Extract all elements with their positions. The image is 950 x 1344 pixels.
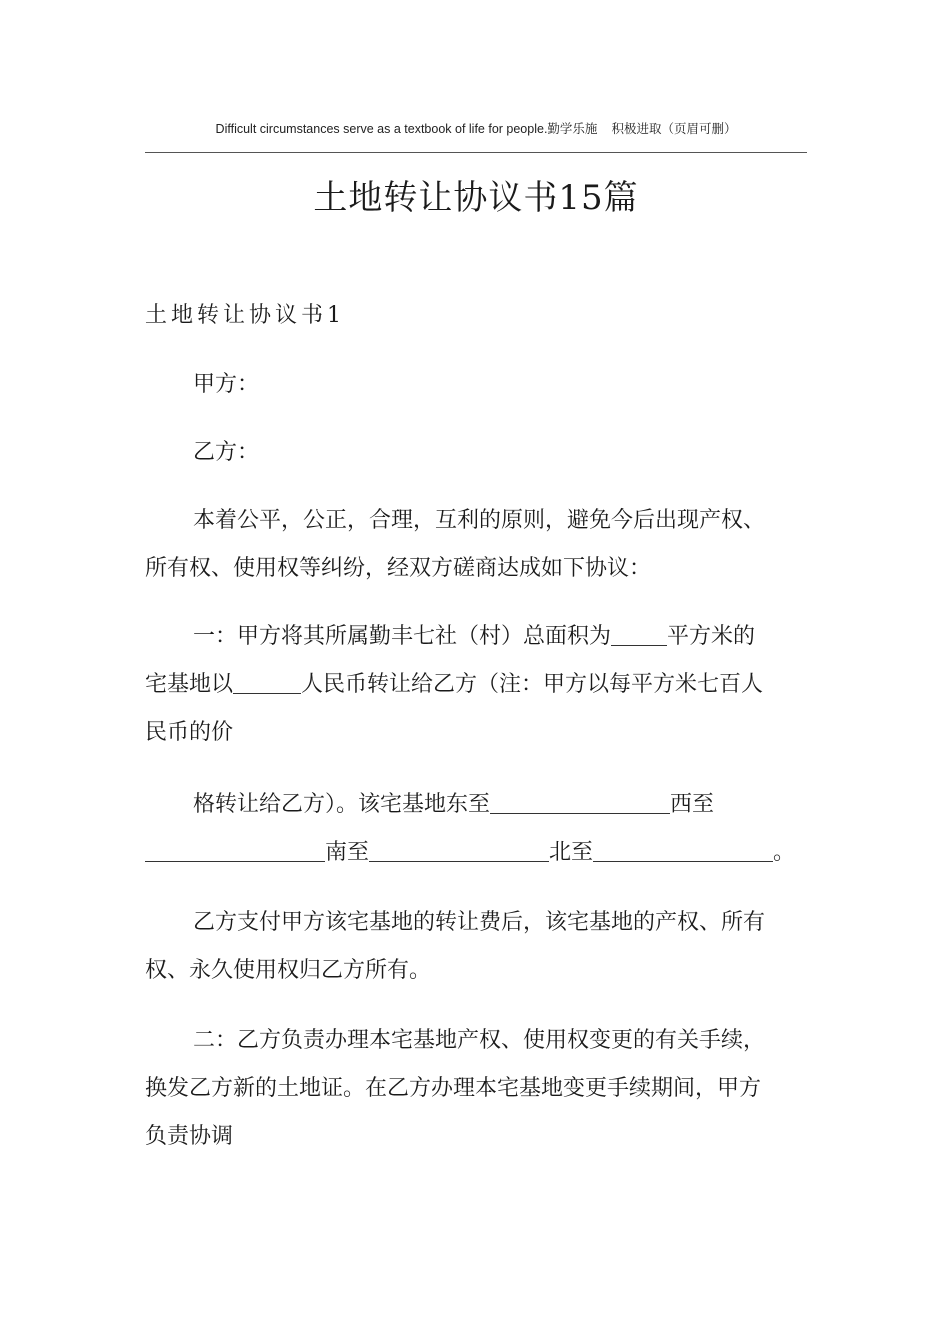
intro-line-2: 所有权、使用权等纠纷，经双方磋商达成如下协议： <box>145 556 652 581</box>
east-boundary-blank <box>490 791 670 814</box>
north-boundary-blank <box>593 839 773 862</box>
clause-1-text-b: 平方米的 <box>667 624 756 649</box>
header-divider <box>145 152 807 153</box>
clause-2-paragraph <box>145 1017 807 1161</box>
header-text-cn-2: 积极进取（页眉可删） <box>611 122 737 136</box>
header-text-cn-1: 勤学乐施 <box>547 122 598 136</box>
clause-1-text-j: 。 <box>773 840 796 865</box>
clause-1-text-c: 宅基地以 <box>145 672 234 697</box>
clause-1-line-2 <box>145 661 807 709</box>
clause-1-line-3: 民币的价 <box>145 720 234 745</box>
boundary-paragraph <box>145 781 807 877</box>
west-boundary-blank <box>145 839 325 862</box>
south-boundary-blank <box>369 839 549 862</box>
party-a-line: 甲方： <box>193 372 260 397</box>
page-header <box>145 120 807 138</box>
transfer-paragraph <box>145 899 807 995</box>
transfer-line-1: 乙方支付甲方该宅基地的转让费后，该宅基地的产权、所有 <box>193 910 766 935</box>
boundary-line-1 <box>145 781 807 829</box>
area-blank <box>611 623 667 646</box>
transfer-line-2: 权、永久使用权归乙方所有。 <box>145 958 432 983</box>
party-b-line: 乙方： <box>193 440 260 465</box>
clause-1-paragraph <box>145 613 807 757</box>
clause-1-text-a: 一：甲方将其所属勤丰七社（村）总面积为 <box>193 624 612 649</box>
header-text-en: Difficult circumstances serve as a textbook of life for people. <box>215 122 548 136</box>
clause-1-text-g: 西至 <box>670 792 715 817</box>
boundary-line-2 <box>145 829 807 877</box>
price-blank <box>233 671 301 694</box>
clause-2-line-3: 负责协调 <box>145 1124 234 1149</box>
clause-1-text-d: 人民币转让给乙方（注：甲方以每平方米七百人 <box>301 672 764 697</box>
intro-paragraph <box>145 497 807 593</box>
document-title: 土地转让协议书15篇 <box>313 178 639 218</box>
intro-line-1: 本着公平，公正，合理，互利的原则，避免今后出现产权、 <box>193 508 766 533</box>
clause-1-line-1 <box>145 613 807 661</box>
clause-1-text-h: 南至 <box>325 840 370 865</box>
clause-2-line-2: 换发乙方新的土地证。在乙方办理本宅基地变更手续期间，甲方 <box>145 1076 762 1101</box>
section-title: 土地转让协议书1 <box>145 303 345 328</box>
clause-1-text-i: 北至 <box>549 840 594 865</box>
clause-1-text-f: 格转让给乙方）。该宅基地东至 <box>193 792 491 817</box>
clause-2-line-1: 二：乙方负责办理本宅基地产权、使用权变更的有关手续， <box>193 1028 766 1053</box>
